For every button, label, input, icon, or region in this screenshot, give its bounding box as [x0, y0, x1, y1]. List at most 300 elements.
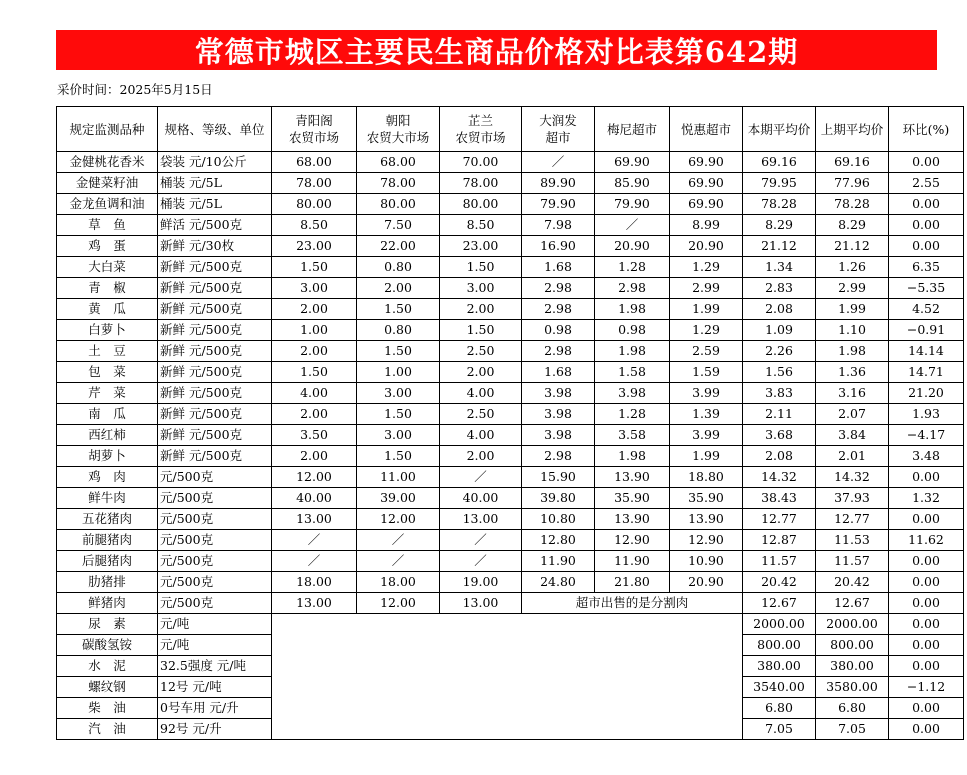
price-cell: 13.90: [595, 467, 670, 488]
item-name-cell: 鸡 蛋: [57, 236, 158, 257]
table-row: [57, 152, 964, 173]
price-cell: 2.50: [440, 341, 522, 362]
previous-avg-cell: 2.01: [816, 446, 889, 467]
previous-avg-cell: 380.00: [816, 656, 889, 677]
item-spec-cell: 元/500克: [158, 467, 272, 488]
change-cell: 0.00: [889, 572, 964, 593]
price-cell: 68.00: [357, 152, 440, 173]
item-name-cell: 五花猪肉: [57, 509, 158, 530]
price-cell: 3.50: [272, 425, 357, 446]
change-cell: −0.91: [889, 320, 964, 341]
item-name-cell: 鲜牛肉: [57, 488, 158, 509]
previous-avg-cell: 20.42: [816, 572, 889, 593]
price-cell: 3.58: [595, 425, 670, 446]
table-row: [57, 530, 964, 551]
price-cell: 2.00: [272, 446, 357, 467]
table-row: [57, 467, 964, 488]
price-cell: 1.29: [670, 320, 743, 341]
price-cell: 3.99: [670, 425, 743, 446]
price-cell: 1.00: [357, 362, 440, 383]
table-row: [57, 404, 964, 425]
price-cell: 2.00: [272, 404, 357, 425]
table-row: [57, 614, 964, 635]
header-spec: 规格、等级、单位: [158, 107, 272, 152]
price-cell: 1.98: [595, 299, 670, 320]
item-spec-cell: 新鲜 元/500克: [158, 299, 272, 320]
change-cell: 2.55: [889, 173, 964, 194]
price-cell: 69.90: [670, 173, 743, 194]
change-cell: 21.20: [889, 383, 964, 404]
price-cell: 22.00: [357, 236, 440, 257]
price-cell: 39.00: [357, 488, 440, 509]
item-spec-cell: 元/500克: [158, 530, 272, 551]
header-row: [57, 107, 964, 152]
price-cell: 2.00: [440, 446, 522, 467]
item-name-cell: 青 椒: [57, 278, 158, 299]
price-cell: 68.00: [272, 152, 357, 173]
change-cell: 11.62: [889, 530, 964, 551]
current-avg-cell: 2.26: [743, 341, 816, 362]
previous-avg-cell: 21.12: [816, 236, 889, 257]
previous-avg-cell: 12.67: [816, 593, 889, 614]
current-avg-cell: 69.16: [743, 152, 816, 173]
price-cell: 24.80: [522, 572, 595, 593]
price-cell: 16.90: [522, 236, 595, 257]
price-cell: 80.00: [440, 194, 522, 215]
price-cell: 1.50: [357, 404, 440, 425]
price-cell: 35.90: [595, 488, 670, 509]
item-name-cell: 胡萝卜: [57, 446, 158, 467]
title-banner: [56, 30, 937, 70]
item-name-cell: 肋猪排: [57, 572, 158, 593]
change-cell: 0.00: [889, 509, 964, 530]
previous-avg-cell: 1.36: [816, 362, 889, 383]
price-cell: 78.00: [272, 173, 357, 194]
price-cell: 18.00: [357, 572, 440, 593]
price-cell: 78.00: [440, 173, 522, 194]
item-spec-cell: 32.5强度 元/吨: [158, 656, 272, 677]
price-cell: 1.58: [595, 362, 670, 383]
item-name-cell: 前腿猪肉: [57, 530, 158, 551]
previous-avg-cell: 37.93: [816, 488, 889, 509]
price-cell: 2.98: [522, 278, 595, 299]
change-cell: 0.00: [889, 614, 964, 635]
item-name-cell: 金健桃花香米: [57, 152, 158, 173]
item-name-cell: 黄 瓜: [57, 299, 158, 320]
change-cell: 0.00: [889, 698, 964, 719]
previous-avg-cell: 2000.00: [816, 614, 889, 635]
price-cell: 13.90: [595, 509, 670, 530]
price-cell: 1.59: [670, 362, 743, 383]
current-avg-cell: 3.83: [743, 383, 816, 404]
table-row: [57, 572, 964, 593]
price-cell: 3.99: [670, 383, 743, 404]
price-cell: 3.00: [357, 383, 440, 404]
price-cell: 4.00: [440, 383, 522, 404]
previous-avg-cell: 6.80: [816, 698, 889, 719]
previous-avg-cell: 69.16: [816, 152, 889, 173]
price-cell: ／: [522, 152, 595, 173]
item-name-cell: 大白菜: [57, 257, 158, 278]
item-name-cell: 草 鱼: [57, 215, 158, 236]
price-cell: 20.90: [670, 236, 743, 257]
previous-avg-cell: 8.29: [816, 215, 889, 236]
price-cell: 40.00: [272, 488, 357, 509]
price-cell: 2.50: [440, 404, 522, 425]
item-spec-cell: 新鲜 元/500克: [158, 425, 272, 446]
price-cell: 13.00: [440, 509, 522, 530]
price-cell: 10.80: [522, 509, 595, 530]
previous-avg-cell: 3.84: [816, 425, 889, 446]
current-avg-cell: 2.08: [743, 446, 816, 467]
item-spec-cell: 0号车用 元/升: [158, 698, 272, 719]
item-spec-cell: 元/500克: [158, 509, 272, 530]
item-spec-cell: 新鲜 元/500克: [158, 446, 272, 467]
price-cell: 4.00: [440, 425, 522, 446]
item-spec-cell: 新鲜 元/500克: [158, 278, 272, 299]
price-cell: 3.98: [522, 425, 595, 446]
price-cell: 1.50: [272, 362, 357, 383]
current-avg-cell: 20.42: [743, 572, 816, 593]
change-cell: 0.00: [889, 467, 964, 488]
current-avg-cell: 6.80: [743, 698, 816, 719]
previous-avg-cell: 14.32: [816, 467, 889, 488]
item-spec-cell: 新鲜 元/500克: [158, 341, 272, 362]
item-name-cell: 金健菜籽油: [57, 173, 158, 194]
price-cell: 1.39: [670, 404, 743, 425]
price-cell: 12.00: [357, 509, 440, 530]
blank-market-block: [272, 614, 743, 740]
table-row: [57, 341, 964, 362]
previous-avg-cell: 77.96: [816, 173, 889, 194]
change-cell: 6.35: [889, 257, 964, 278]
item-name-cell: 水 泥: [57, 656, 158, 677]
previous-avg-cell: 11.53: [816, 530, 889, 551]
price-cell: 2.98: [595, 278, 670, 299]
price-table: [56, 106, 964, 740]
price-cell: 8.50: [440, 215, 522, 236]
price-cell: 1.50: [440, 320, 522, 341]
price-cell: 0.98: [595, 320, 670, 341]
price-cell: 0.80: [357, 320, 440, 341]
item-spec-cell: 元/吨: [158, 635, 272, 656]
change-cell: −4.17: [889, 425, 964, 446]
current-avg-cell: 12.77: [743, 509, 816, 530]
header-rt-mart: 大润发 超市: [522, 107, 595, 152]
item-spec-cell: 桶装 元/5L: [158, 194, 272, 215]
table-row: [57, 320, 964, 341]
item-name-cell: 白萝卜: [57, 320, 158, 341]
table-row: [57, 299, 964, 320]
table-row: [57, 215, 964, 236]
price-cell: ／: [440, 530, 522, 551]
change-cell: 1.93: [889, 404, 964, 425]
price-cell: 1.68: [522, 257, 595, 278]
price-cell: 1.50: [357, 341, 440, 362]
price-cell: 78.00: [357, 173, 440, 194]
collection-date: 采价时间：2025年5月15日: [57, 82, 213, 97]
change-cell: −1.12: [889, 677, 964, 698]
price-cell: 2.00: [272, 341, 357, 362]
header-market-qingyangge: 青阳阁 农贸市场: [272, 107, 357, 152]
header-previous-avg: 上期平均价: [816, 107, 889, 152]
item-spec-cell: 92号 元/升: [158, 719, 272, 740]
item-name-cell: 汽 油: [57, 719, 158, 740]
price-cell: ／: [440, 467, 522, 488]
price-cell: 20.90: [595, 236, 670, 257]
previous-avg-cell: 800.00: [816, 635, 889, 656]
price-cell: 0.80: [357, 257, 440, 278]
current-avg-cell: 12.67: [743, 593, 816, 614]
item-name-cell: 后腿猪肉: [57, 551, 158, 572]
table-row: [57, 173, 964, 194]
table-row: [57, 425, 964, 446]
price-cell: 1.00: [272, 320, 357, 341]
price-cell: 79.90: [595, 194, 670, 215]
header-yuehui: 悦惠超市: [670, 107, 743, 152]
change-cell: 0.00: [889, 194, 964, 215]
change-cell: 0.00: [889, 719, 964, 740]
price-cell: 69.90: [670, 194, 743, 215]
item-name-cell: 柴 油: [57, 698, 158, 719]
change-cell: 0.00: [889, 635, 964, 656]
current-avg-cell: 380.00: [743, 656, 816, 677]
price-cell: 11.00: [357, 467, 440, 488]
price-cell: ／: [440, 551, 522, 572]
table-body: [57, 152, 964, 740]
price-cell: 80.00: [357, 194, 440, 215]
price-cell: 1.98: [595, 446, 670, 467]
change-cell: 0.00: [889, 152, 964, 173]
current-avg-cell: 2000.00: [743, 614, 816, 635]
previous-avg-cell: 11.57: [816, 551, 889, 572]
previous-avg-cell: 78.28: [816, 194, 889, 215]
price-cell: 7.50: [357, 215, 440, 236]
item-spec-cell: 元/吨: [158, 614, 272, 635]
price-cell: 39.80: [522, 488, 595, 509]
price-cell: 2.98: [522, 299, 595, 320]
price-cell: 40.00: [440, 488, 522, 509]
current-avg-cell: 800.00: [743, 635, 816, 656]
price-cell: 2.99: [670, 278, 743, 299]
previous-avg-cell: 1.26: [816, 257, 889, 278]
price-cell: 12.00: [357, 593, 440, 614]
item-spec-cell: 新鲜 元/500克: [158, 320, 272, 341]
price-cell: ／: [272, 551, 357, 572]
price-cell: 1.98: [595, 341, 670, 362]
price-cell: 23.00: [440, 236, 522, 257]
table-row: [57, 446, 964, 467]
current-avg-cell: 2.11: [743, 404, 816, 425]
price-cell: 10.90: [670, 551, 743, 572]
current-avg-cell: 3.68: [743, 425, 816, 446]
previous-avg-cell: 12.77: [816, 509, 889, 530]
change-cell: 3.48: [889, 446, 964, 467]
price-cell: 1.68: [522, 362, 595, 383]
price-cell: 69.90: [595, 152, 670, 173]
change-cell: 14.71: [889, 362, 964, 383]
item-name-cell: 尿 素: [57, 614, 158, 635]
table-row: [57, 194, 964, 215]
price-cell: 2.00: [357, 278, 440, 299]
price-cell: 2.98: [522, 446, 595, 467]
item-spec-cell: 新鲜 元/500克: [158, 257, 272, 278]
price-cell: 21.80: [595, 572, 670, 593]
change-cell: 0.00: [889, 236, 964, 257]
page-title: 常德市城区主要民生商品价格对比表第642期: [194, 34, 799, 69]
price-cell: 13.00: [440, 593, 522, 614]
current-avg-cell: 12.87: [743, 530, 816, 551]
header-market-zhilan: 芷兰 农贸市场: [440, 107, 522, 152]
price-cell: 15.90: [522, 467, 595, 488]
item-name-cell: 鸡 肉: [57, 467, 158, 488]
price-cell: 1.99: [670, 299, 743, 320]
item-name-cell: 金龙鱼调和油: [57, 194, 158, 215]
price-cell: 3.00: [357, 425, 440, 446]
price-cell: 18.00: [272, 572, 357, 593]
item-spec-cell: 新鲜 元/500克: [158, 383, 272, 404]
price-cell: 1.50: [357, 299, 440, 320]
table-row: [57, 593, 964, 614]
item-spec-cell: 鲜活 元/500克: [158, 215, 272, 236]
current-avg-cell: 11.57: [743, 551, 816, 572]
item-spec-cell: 元/500克: [158, 572, 272, 593]
current-avg-cell: 1.09: [743, 320, 816, 341]
price-cell: 11.90: [595, 551, 670, 572]
price-cell: ／: [595, 215, 670, 236]
price-cell: 3.98: [595, 383, 670, 404]
price-cell: 69.90: [670, 152, 743, 173]
current-avg-cell: 79.95: [743, 173, 816, 194]
header-meini: 梅尼超市: [595, 107, 670, 152]
price-cell: 2.98: [522, 341, 595, 362]
item-name-cell: 碳酸氢铵: [57, 635, 158, 656]
previous-avg-cell: 3.16: [816, 383, 889, 404]
price-cell: 1.50: [272, 257, 357, 278]
current-avg-cell: 2.83: [743, 278, 816, 299]
price-cell: 23.00: [272, 236, 357, 257]
price-cell: ／: [357, 530, 440, 551]
change-cell: 0.00: [889, 215, 964, 236]
price-cell: 2.00: [440, 299, 522, 320]
price-cell: 13.00: [272, 509, 357, 530]
table-row: [57, 278, 964, 299]
price-cell: 70.00: [440, 152, 522, 173]
price-cell: 3.00: [272, 278, 357, 299]
item-name-cell: 包 菜: [57, 362, 158, 383]
current-avg-cell: 78.28: [743, 194, 816, 215]
price-cell: 3.00: [440, 278, 522, 299]
item-name-cell: 芹 菜: [57, 383, 158, 404]
current-avg-cell: 1.56: [743, 362, 816, 383]
price-cell: 13.00: [272, 593, 357, 614]
price-cell: 8.50: [272, 215, 357, 236]
change-cell: 0.00: [889, 551, 964, 572]
change-cell: 0.00: [889, 656, 964, 677]
price-cell: 3.98: [522, 383, 595, 404]
current-avg-cell: 38.43: [743, 488, 816, 509]
price-cell: ／: [357, 551, 440, 572]
table-row: [57, 383, 964, 404]
price-cell: ／: [272, 530, 357, 551]
price-cell: 20.90: [670, 572, 743, 593]
price-cell: 11.90: [522, 551, 595, 572]
item-name-cell: 土 豆: [57, 341, 158, 362]
item-spec-cell: 元/500克: [158, 488, 272, 509]
item-spec-cell: 元/500克: [158, 551, 272, 572]
price-cell: 1.50: [357, 446, 440, 467]
current-avg-cell: 14.32: [743, 467, 816, 488]
table-row: [57, 509, 964, 530]
item-spec-cell: 新鲜 元/500克: [158, 362, 272, 383]
price-cell: 1.99: [670, 446, 743, 467]
item-spec-cell: 新鲜 元/30枚: [158, 236, 272, 257]
previous-avg-cell: 1.10: [816, 320, 889, 341]
price-cell: 1.29: [670, 257, 743, 278]
price-cell: 7.98: [522, 215, 595, 236]
item-spec-cell: 桶装 元/5L: [158, 173, 272, 194]
price-cell: 79.90: [522, 194, 595, 215]
item-spec-cell: 新鲜 元/500克: [158, 404, 272, 425]
price-cell: 18.80: [670, 467, 743, 488]
item-spec-cell: 元/500克: [158, 593, 272, 614]
current-avg-cell: 21.12: [743, 236, 816, 257]
item-name-cell: 南 瓜: [57, 404, 158, 425]
table-row: [57, 362, 964, 383]
price-cell: 2.00: [272, 299, 357, 320]
price-cell: 1.28: [595, 257, 670, 278]
table-row: [57, 551, 964, 572]
price-cell: 12.90: [670, 530, 743, 551]
price-cell: 1.28: [595, 404, 670, 425]
change-cell: 0.00: [889, 593, 964, 614]
item-spec-cell: 12号 元/吨: [158, 677, 272, 698]
table-row: [57, 488, 964, 509]
previous-avg-cell: 1.98: [816, 341, 889, 362]
item-name-cell: 螺纹钢: [57, 677, 158, 698]
table-row: [57, 236, 964, 257]
item-name-cell: 鲜猪肉: [57, 593, 158, 614]
price-cell: 12.90: [595, 530, 670, 551]
current-avg-cell: 8.29: [743, 215, 816, 236]
price-cell: 3.98: [522, 404, 595, 425]
table-row: [57, 257, 964, 278]
price-cell: 4.00: [272, 383, 357, 404]
item-spec-cell: 袋装 元/10公斤: [158, 152, 272, 173]
current-avg-cell: 7.05: [743, 719, 816, 740]
change-cell: −5.35: [889, 278, 964, 299]
header-change: 环比(%): [889, 107, 964, 152]
header-current-avg: 本期平均价: [743, 107, 816, 152]
price-cell: 85.90: [595, 173, 670, 194]
price-cell: 8.99: [670, 215, 743, 236]
price-cell: 13.90: [670, 509, 743, 530]
supermarket-note-cell: 超市出售的是分割肉: [522, 593, 743, 614]
change-cell: 1.32: [889, 488, 964, 509]
previous-avg-cell: 7.05: [816, 719, 889, 740]
header-market-chaoyang: 朝阳 农贸大市场: [357, 107, 440, 152]
previous-avg-cell: 2.07: [816, 404, 889, 425]
current-avg-cell: 3540.00: [743, 677, 816, 698]
header-item: 规定监测品种: [57, 107, 158, 152]
previous-avg-cell: 3580.00: [816, 677, 889, 698]
price-cell: 19.00: [440, 572, 522, 593]
item-name-cell: 西红柿: [57, 425, 158, 446]
previous-avg-cell: 2.99: [816, 278, 889, 299]
price-cell: 0.98: [522, 320, 595, 341]
current-avg-cell: 1.34: [743, 257, 816, 278]
price-cell: 80.00: [272, 194, 357, 215]
